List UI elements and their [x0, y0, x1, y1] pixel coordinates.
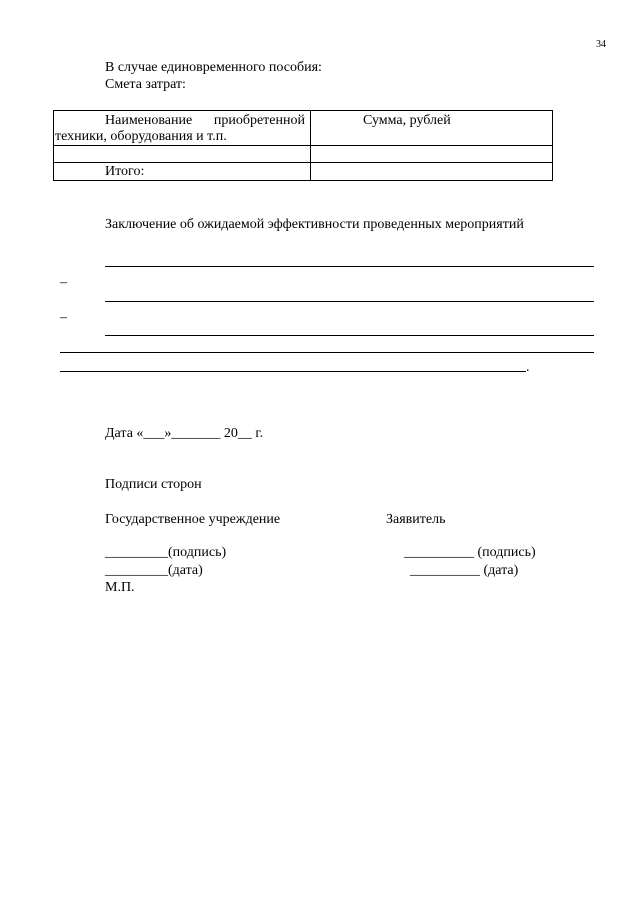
header-sum-cell [311, 111, 553, 146]
table-cell [54, 146, 311, 163]
conclusion-blank-line-3 [105, 335, 594, 336]
cost-estimate-table [53, 110, 553, 181]
conclusion-dash-2: – [60, 310, 67, 325]
header-sum-label: Сумма, рублей [363, 113, 451, 128]
applicant-date: __________ (дата) [410, 563, 519, 578]
total-row [54, 163, 553, 181]
intro-line-2: Смета затрат: [105, 77, 186, 92]
conclusion-blank-line-2 [105, 301, 594, 302]
header-name-cell [54, 111, 311, 146]
total-label-cell [54, 163, 311, 181]
applicant-signature: __________ (подпись) [404, 545, 536, 560]
conclusion-blank-line-4 [60, 352, 594, 353]
page-number: 34 [596, 39, 606, 50]
conclusion-dash-1: – [60, 275, 67, 290]
institution-label: Государственное учреждение [105, 512, 281, 527]
total-label: Итого: [105, 164, 145, 179]
conclusion-end-period: . [526, 360, 530, 375]
conclusion-blank-line-1 [105, 266, 594, 267]
date-line: Дата «___»_______ 20__ г. [105, 426, 264, 441]
applicant-label: Заявитель [386, 512, 446, 527]
header-name-line-2: техники, оборудования и т.п. [55, 129, 227, 144]
institution-date: _________(дата) [105, 563, 203, 578]
institution-signature: _________(подпись) [105, 545, 227, 560]
table-cell [311, 146, 553, 163]
header-name-line-1: Наименование приобретенной [105, 113, 305, 128]
conclusion-blank-line-5 [60, 371, 526, 372]
intro-line-1: В случае единовременного пособия: [105, 60, 322, 75]
table-header-row [54, 111, 553, 146]
table-row [54, 146, 553, 163]
total-value-cell [311, 163, 553, 181]
seal-label: М.П. [105, 580, 135, 595]
signatures-heading: Подписи сторон [105, 477, 202, 492]
conclusion-title: Заключение об ожидаемой эффективности проведенных мероприятий [105, 217, 524, 232]
